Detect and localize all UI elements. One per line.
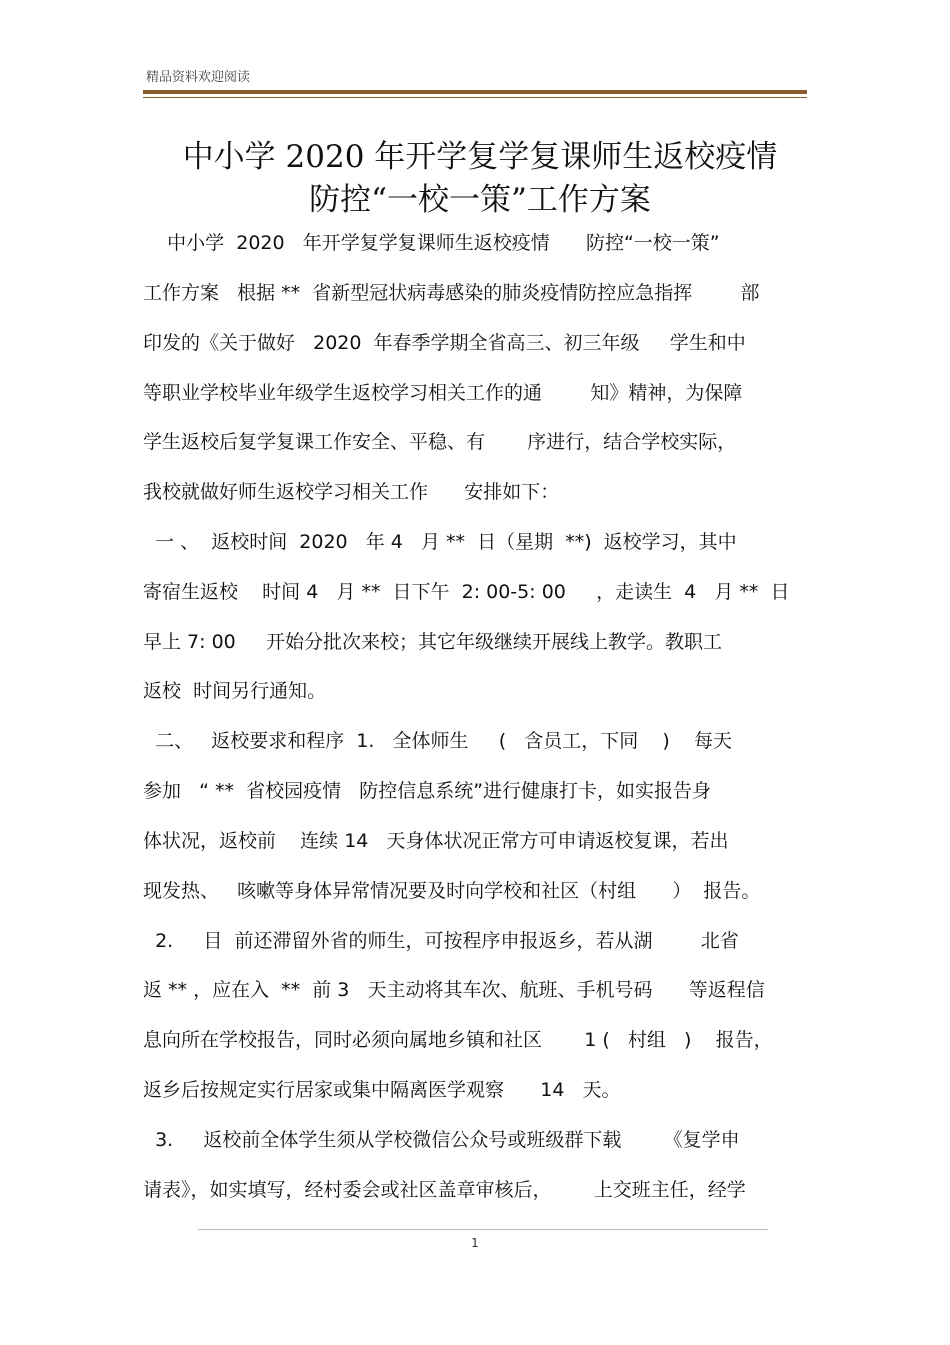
body-line-4: 等职业学校毕业年级学生返校学习相关工作的通 知》精神，为保障 bbox=[143, 382, 743, 404]
body-line-7: 一 、 返校时间 2020 年 4 月 ** 日（星期 **) 返校学习，其中 bbox=[143, 531, 737, 553]
body-line-14: 现发热、 咳嗽等身体异常情况要及时向学校和社区（村组 ） 报告。 bbox=[143, 880, 761, 902]
header-rule-thin bbox=[143, 97, 807, 98]
body-line-10: 返校 时间另行通知。 bbox=[143, 680, 327, 702]
body-line-2: 工作方案 根据 ** 省新型冠状病毒感染的肺炎疫情防控应急指挥 部 bbox=[143, 282, 760, 304]
header-rule-thick bbox=[143, 90, 807, 94]
body-line-17: 息向所在学校报告，同时必须向属地乡镇和社区 1 ( 村组 ) 报告， bbox=[143, 1029, 773, 1051]
body-line-3: 印发的《关于做好 2020 年春季学期全省高三、初三年级 学生和中 bbox=[143, 332, 746, 354]
body-line-20: 请表》，如实填写，经村委会或社区盖章审核后， 上交班主任，经学 bbox=[143, 1179, 746, 1201]
header-label: 精品资料欢迎阅读 bbox=[146, 70, 251, 85]
title-line-1: 中小学 2020 年开学复学复课师生返校疫情 bbox=[182, 139, 778, 175]
body-line-1: 中小学 2020 年开学复学复课师生返校疫情 防控“一校一策” bbox=[143, 232, 720, 254]
body-line-6: 我校就做好师生返校学习相关工作 安排如下： bbox=[143, 481, 560, 503]
body-line-5: 学生返校后复学复课工作安全、平稳、有 序进行，结合学校实际， bbox=[143, 431, 737, 453]
body-line-9: 早上 7: 00 开始分批次来校；其它年级继续开展线上教学。教职工 bbox=[143, 631, 722, 653]
body-line-15: 2. 目 前还滞留外省的师生，可按程序申报返乡，若从湖 北省 bbox=[143, 930, 739, 952]
page-number: 1 bbox=[471, 1236, 479, 1250]
title-line-2: 防控“一校一策”工作方案 bbox=[309, 182, 651, 218]
body-line-12: 参加 “ ** 省校园疫情 防控信息系统”进行健康打卡，如实报告身 bbox=[143, 780, 712, 802]
body-line-13: 体状况，返校前 连续 14 天身体状况正常方可申请返校复课，若出 bbox=[143, 830, 729, 852]
body-line-16: 返 ** ，应在入 ** 前 3 天主动将其车次、航班、手机号码 等返程信 bbox=[143, 979, 765, 1001]
footer-rule bbox=[198, 1229, 768, 1230]
body-line-8: 寄宿生返校 时间 4 月 ** 日下午 2: 00-5: 00 ，走读生 4 月 ** 日 bbox=[143, 581, 790, 603]
body-line-19: 3. 返校前全体学生须从学校微信公众号或班级群下载 《复学申 bbox=[143, 1129, 740, 1151]
body-line-18: 返乡后按规定实行居家或集中隔离医学观察 14 天。 bbox=[143, 1079, 621, 1101]
body-line-11: 二、 返校要求和程序 1. 全体师生 ( 含员工，下同 ) 每天 bbox=[143, 730, 732, 752]
